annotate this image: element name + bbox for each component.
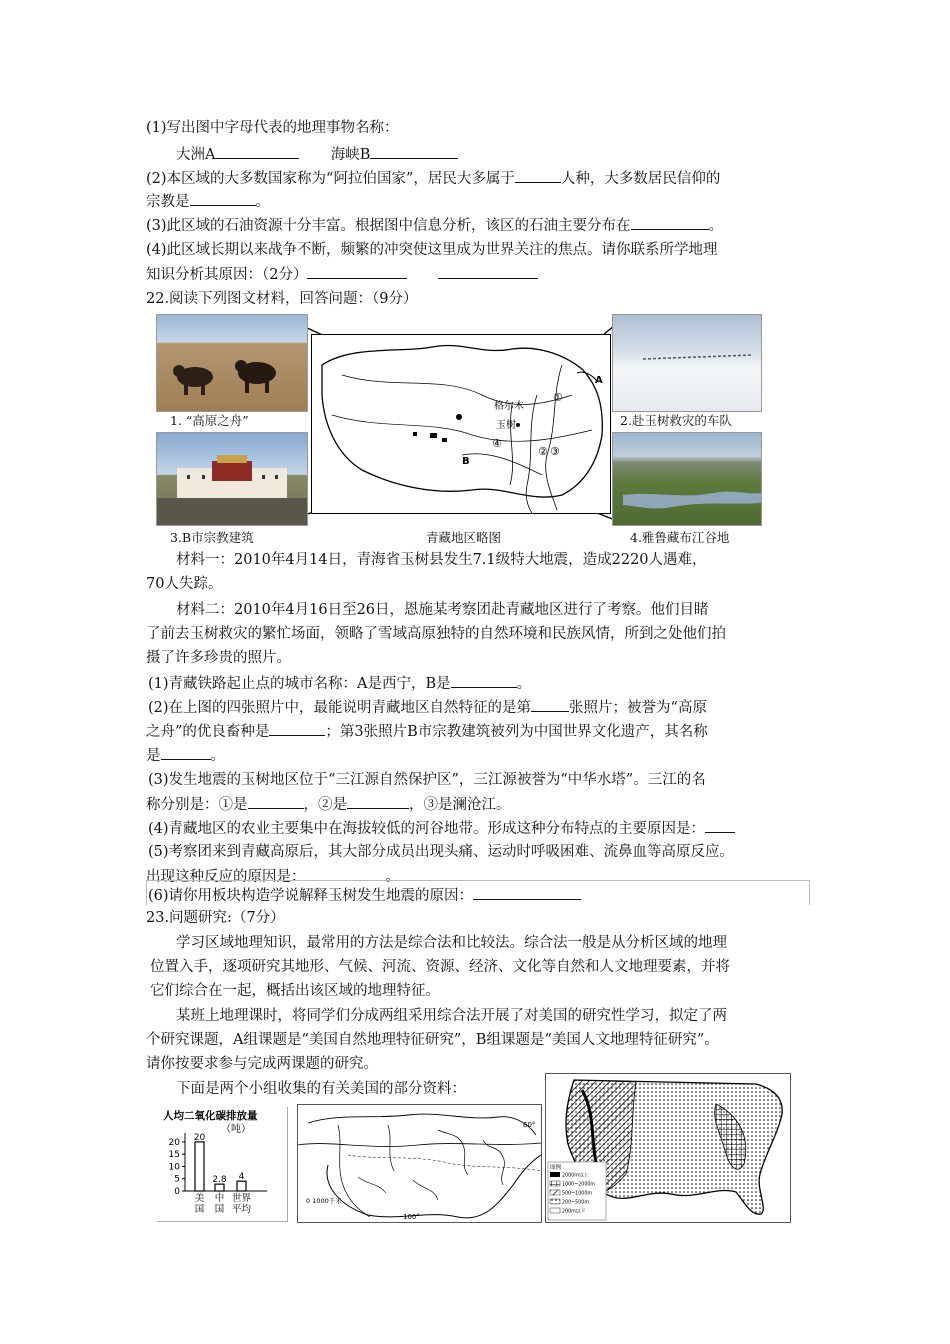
map-label-b: B [462,456,470,467]
q23-text1-cont2: 它们综合在一起，概括出该区域的地理特征。 [150,983,440,999]
map-label-river2: ② [538,445,548,458]
category-label: 平均 [231,1204,252,1215]
legend-item: 200~500m [562,1200,590,1206]
material2: 材料二：2010年4月16日至26日，恩施某考察团赴青藏地区进行了考察。他们目睹 [176,602,709,618]
answer-blank[interactable] [705,818,735,833]
category-label: 美 [194,1193,205,1204]
q21-part1: (1)写出图中字母代表的地理事物名称： [146,120,399,136]
na-lon: 100° [403,1213,420,1221]
photo-convoy [612,314,762,412]
legend-item: 1000~2000m [562,1182,596,1188]
q22-sub1: (1)青藏铁路起止点的城市名称：A是西宁，B是 。 [148,673,808,694]
photo1-caption: 1. “高原之舟” [170,413,249,428]
q22-heading: 22.阅读下列图文材料，回答问题：（9分） [146,291,418,307]
q23-text3: 下面是两个小组收集的有关美国的部分资料： [176,1081,466,1097]
map-label-river3: ③ [550,445,560,458]
legend-title: 图例 [550,1165,562,1171]
valley-drawing [613,433,761,525]
q22-sub3-cont: 称分别是：①是 ，②是 ，③是澜沧江。 [146,794,806,815]
answer-blank[interactable] [515,168,561,183]
map-caption: 青藏地区略图 [426,530,502,545]
category-label: 国 [214,1204,225,1215]
q21-part2-cont: 宗教是 。 [146,191,806,212]
category-label: 中 [214,1193,225,1204]
legend-item: 2000m以上 [562,1173,589,1179]
y-tick-label: 0 [174,1187,180,1197]
q22-sub2-cont2: 是 。 [146,745,806,766]
photo4-caption: 4.雅鲁藏布江谷地 [630,530,730,545]
q21-part4-cont: 知识分析其原因：（2分） [146,264,806,285]
bar-0 [195,1142,204,1191]
map-label-river1: ① [553,391,563,404]
bar-value-label: 20 [193,1132,206,1143]
material1: 材料一：2010年4月14日，青海省玉树县发生7.1级特大地震，造成2220人遇难， [176,552,707,568]
north-america-map [297,1104,542,1223]
q23-text2-cont1: 个研究课题，A组课题是“美国自然地理特征研究”，B组课题是“美国人文地理特征研究”。 [146,1032,719,1048]
legend-item: 200m以下 [562,1209,586,1215]
map-label-yushu: 玉树 [496,420,516,431]
q21-part1-blanks [176,144,836,165]
q23-text1: 学习区域地理知识，最常用的方法是综合法和比较法。综合法一般是从分析区域的地理 [176,935,727,951]
q21-part3: (3)此区域的石油资源十分丰富。根据图中信息分析，该区的石油主要分布在 。 [146,215,806,236]
material1-cont: 70人失踪。 [146,576,223,592]
chart-title: 人均二氧化碳排放量 [163,1110,258,1122]
co2-chart-svg [157,1107,287,1221]
answer-blank[interactable] [248,794,304,809]
potala-drawing [157,433,307,525]
convoy-drawing [613,315,761,411]
answer-blank[interactable] [215,144,299,159]
map-label-river4: ④ [492,437,502,450]
photo-yaks [156,314,308,412]
map-label-a: A [595,375,603,386]
na-scale: 0 1000千米 [306,1197,342,1205]
q23-text1-cont1: 位置入手，逐项研究其地形、气候、河流、资源、经济、文化等自然和人文地理要素，并将 [150,959,730,975]
us-elevation-map [545,1073,791,1223]
answer-blank[interactable] [307,264,407,279]
y-tick-label: 10 [168,1162,180,1173]
answer-blank[interactable] [370,144,458,159]
answer-blank[interactable] [347,794,409,809]
bar-value-label: 4 [238,1172,245,1183]
photo-potala [156,432,308,526]
q22-sub5: (5)考察团来到青藏高原后，其大部分成员出现头痛、运动时呼吸困难、流鼻血等高原反应。 [148,844,735,860]
q22-sub3: (3)发生地震的玉树地区位于“三江源自然保护区”，三江源被誉为“中华水塔”。三江的名 [148,772,706,788]
answer-blank[interactable] [161,745,211,760]
photo-valley [612,432,762,526]
y-tick-label: 5 [174,1174,180,1185]
answer-blank[interactable] [190,191,256,206]
q22-sub5-cont: 出现这种反应的原因是： 。 [146,866,806,887]
q23-heading: 23.问题研究:（7分） [146,910,285,926]
bar-1 [215,1184,224,1191]
map-drawing [312,335,610,513]
q23-text2-cont2: 请你按要求参与完成两课题的研究。 [146,1056,378,1072]
legend-item: 500~1000m [562,1191,593,1197]
continent-label: 大洲A [176,147,216,163]
na-map-drawing [298,1105,541,1222]
y-tick-label: 20 [168,1137,180,1148]
qinghai-tibet-map [311,334,611,514]
q21-part2: (2)本区域的大多数国家称为“阿拉伯国家”，居民大多属于 人种，大多数居民信仰的 [146,168,806,189]
map-label-golmud: 格尔木 [494,401,524,412]
material2-cont1: 了前去玉树救灾的繁忙场面，领略了雪域高原独特的自然环境和民族风情，所到之处他们拍 [146,626,726,642]
q22-sub2: (2)在上图的四张照片中，最能说明青藏地区自然特征的是第 张照片；被誉为“高原 [148,697,808,718]
na-lat: 60° [523,1121,536,1129]
q22-sub6: (6)请你用板块构造学说解释玉树发生地震的原因： [148,885,808,906]
strait-label: 海峡B [330,147,371,163]
material2-cont2: 摄了许多珍贵的照片。 [146,650,291,666]
us-map-drawing [546,1074,790,1222]
q21-part4: (4)此区域长期以来战争不断，频繁的冲突使这里成为世界关注的焦点。请你联系所学地理 [146,242,718,258]
category-label: 国 [194,1204,205,1215]
bar-2 [237,1181,246,1191]
yak-silhouettes [157,315,307,411]
answer-blank[interactable] [631,215,709,230]
q23-text2: 某班上地理课时，将同学们分成两组采用综合法开展了对美国的研究性学习，拟定了两 [176,1008,727,1024]
photo2-caption: 2.赴玉树救灾的车队 [620,413,732,428]
q22-sub2-cont: 之舟”的优良畜种是 ；第3张照片B市宗教建筑被列为中国世界文化遗产，其名称 [146,721,806,742]
bar-value-label: 2.8 [212,1175,227,1186]
answer-blank[interactable] [306,866,386,881]
photo3-caption: 3.B市宗教建筑 [170,530,254,545]
answer-blank[interactable] [269,721,325,736]
answer-blank[interactable] [531,697,569,712]
answer-blank[interactable] [473,885,581,900]
answer-blank[interactable] [451,673,517,688]
category-label: 世界 [231,1193,252,1204]
answer-blank[interactable] [438,264,538,279]
q22-sub4: (4)青藏地区的农业主要集中在海拔较低的河谷地带。形成这种分布特点的主要原因是： [148,818,808,839]
y-tick-label: 15 [168,1150,180,1161]
chart-ylabel: （吨） [221,1124,251,1135]
co2-chart [157,1107,288,1222]
